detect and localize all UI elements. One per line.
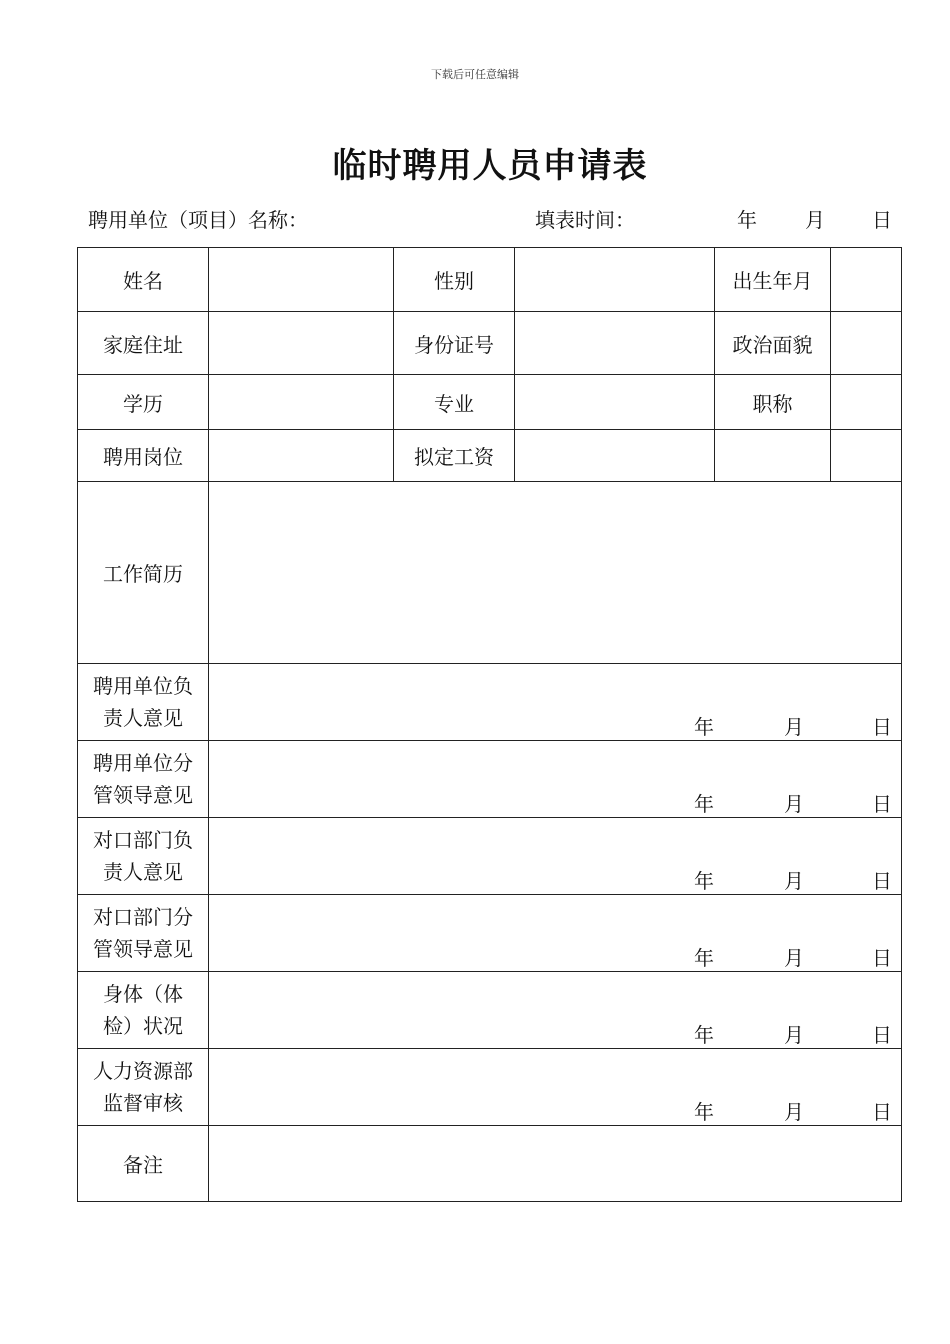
row-remarks: [78, 1126, 902, 1202]
sign-year: 年: [694, 715, 714, 739]
fill-date-day: 日: [872, 208, 892, 232]
opinion-label: [78, 741, 209, 818]
opinion-label-line2: 责人意见: [103, 706, 183, 730]
opinion-label-line2: 管领导意见: [93, 783, 193, 807]
remarks-label: 备注: [78, 1126, 209, 1202]
opinion-label-line1: 对口部门分: [93, 905, 193, 929]
opinion-row: [78, 972, 902, 1049]
sign-year: 年: [694, 946, 714, 970]
position-value-cell[interactable]: [209, 430, 394, 482]
row-basic-2: [78, 312, 902, 375]
opinion-value-cell[interactable]: [209, 895, 902, 972]
sign-year: 年: [694, 792, 714, 816]
sign-day: 日: [872, 946, 892, 970]
opinion-label-line2: 责人意见: [103, 860, 183, 884]
opinion-value-cell[interactable]: [209, 741, 902, 818]
opinion-row: [78, 664, 902, 741]
sign-year: 年: [694, 1100, 714, 1124]
major-value-cell[interactable]: [515, 375, 715, 430]
gender-value-cell[interactable]: [515, 248, 715, 312]
political-value-cell[interactable]: [831, 312, 902, 375]
address-label: 家庭住址: [78, 312, 209, 375]
major-label: 专业: [394, 375, 515, 430]
row-basic-3: [78, 375, 902, 430]
header-note: 下载后可任意编辑: [431, 68, 519, 81]
opinion-label-line1: 聘用单位分: [93, 751, 193, 775]
sign-month: 月: [784, 1023, 804, 1047]
row-basic-4: [78, 430, 902, 482]
birth-value-cell[interactable]: [831, 248, 902, 312]
opinion-label-line2: 管领导意见: [93, 937, 193, 961]
opinion-value-cell[interactable]: [209, 818, 902, 895]
sign-month: 月: [784, 1100, 804, 1124]
address-value-cell[interactable]: [209, 312, 394, 375]
opinion-row: [78, 818, 902, 895]
opinion-label-line1: 对口部门负: [93, 828, 193, 852]
opinion-label: [78, 818, 209, 895]
opinion-label-line2: 监督审核: [103, 1091, 183, 1115]
fill-date-year: 年: [737, 208, 757, 232]
opinion-label-line2: 检）状况: [103, 1014, 183, 1038]
remarks-value-cell[interactable]: [209, 1126, 902, 1202]
row-basic-1: [78, 248, 902, 312]
form-title: 临时聘用人员申请表: [332, 146, 648, 186]
salary-label: 拟定工资: [394, 430, 515, 482]
name-value-cell[interactable]: [209, 248, 394, 312]
work-history-value-cell[interactable]: [209, 482, 902, 664]
name-label: 姓名: [78, 248, 209, 312]
opinion-value-cell[interactable]: [209, 664, 902, 741]
sign-month: 月: [784, 792, 804, 816]
sign-day: 日: [872, 869, 892, 893]
blank-cell[interactable]: [831, 430, 902, 482]
salary-value-cell[interactable]: [515, 430, 715, 482]
opinion-label: [78, 1049, 209, 1126]
sign-month: 月: [784, 869, 804, 893]
sign-day: 日: [872, 1100, 892, 1124]
fill-date-month: 月: [805, 208, 825, 232]
opinion-value-cell[interactable]: [209, 1049, 902, 1126]
opinion-row: [78, 895, 902, 972]
sign-year: 年: [694, 1023, 714, 1047]
opinion-label: [78, 895, 209, 972]
position-label: 聘用岗位: [78, 430, 209, 482]
title-value-cell[interactable]: [831, 375, 902, 430]
sign-month: 月: [784, 946, 804, 970]
unit-name-label: 聘用单位（项目）名称：: [88, 208, 308, 232]
sign-year: 年: [694, 869, 714, 893]
application-form-table: [77, 247, 902, 1202]
gender-label: 性别: [394, 248, 515, 312]
education-label: 学历: [78, 375, 209, 430]
opinion-label-line1: 聘用单位负: [93, 674, 193, 698]
id-number-value-cell[interactable]: [515, 312, 715, 375]
opinion-row: [78, 741, 902, 818]
opinion-value-cell[interactable]: [209, 972, 902, 1049]
fill-date-label: 填表时间：: [535, 208, 635, 232]
row-work-history: [78, 482, 902, 664]
birth-label: 出生年月: [715, 248, 831, 312]
sign-day: 日: [872, 715, 892, 739]
id-number-label: 身份证号: [394, 312, 515, 375]
sign-month: 月: [784, 715, 804, 739]
sign-day: 日: [872, 792, 892, 816]
opinion-row: [78, 1049, 902, 1126]
opinion-label-line1: 身体（体: [103, 982, 183, 1006]
blank-cell[interactable]: [715, 430, 831, 482]
education-value-cell[interactable]: [209, 375, 394, 430]
opinion-label: [78, 664, 209, 741]
sign-day: 日: [872, 1023, 892, 1047]
political-label: 政治面貌: [715, 312, 831, 375]
work-history-label: 工作简历: [78, 482, 209, 664]
opinion-label-line1: 人力资源部: [93, 1059, 193, 1083]
opinion-label: [78, 972, 209, 1049]
title-label: 职称: [715, 375, 831, 430]
